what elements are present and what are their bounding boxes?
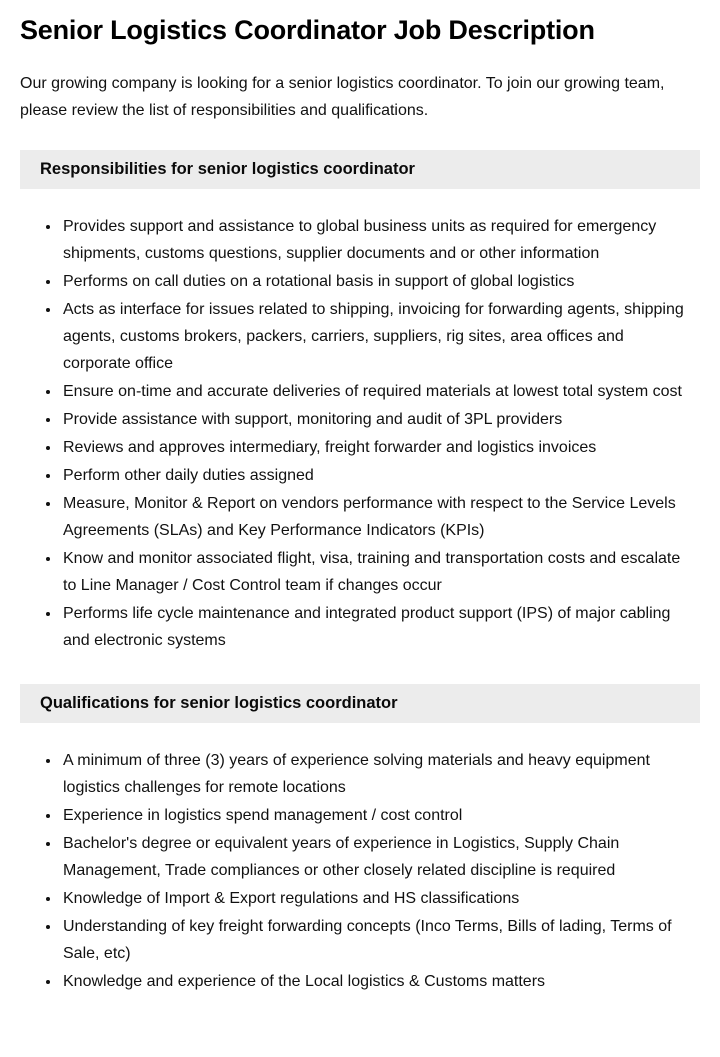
responsibilities-section-header: Responsibilities for senior logistics coordinator (20, 150, 700, 189)
list-item: • Ensure on-time and accurate deliveries of required materials at lowest total system cost (61, 378, 692, 405)
list-item: • Provides support and assistance to global business units as required for emergency shipments, customs questions, supplier documents and or other information (61, 213, 692, 267)
list-item: • Understanding of key freight forwarding concepts (Inco Terms, Bills of lading, Terms of Sale, etc) (61, 913, 692, 967)
list-item: • Knowledge and experience of the Local logistics & Customs matters (61, 968, 692, 995)
qualifications-list (20, 747, 692, 995)
responsibilities-list (20, 213, 692, 655)
list-item: • Experience in logistics spend management / cost control (61, 802, 692, 829)
intro-paragraph: Our growing company is looking for a senior logistics coordinator. To join our growing team, please review the list of responsibilities and qualifications. (20, 74, 665, 119)
list-item: • Measure, Monitor & Report on vendors performance with respect to the Service Levels Agreements (SLAs) and Key Performance Indicators (KPIs) (61, 490, 692, 544)
qualifications-section-header: Qualifications for senior logistics coordinator (20, 684, 700, 723)
page-title: Senior Logistics Coordinator Job Description (20, 15, 595, 45)
list-item: • Performs life cycle maintenance and integrated product support (IPS) of major cabling and electronic systems (61, 600, 692, 654)
list-item: • Perform other daily duties assigned (61, 462, 692, 489)
list-item: • Provide assistance with support, monitoring and audit of 3PL providers (61, 406, 692, 433)
list-item: • Reviews and approves intermediary, freight forwarder and logistics invoices (61, 434, 692, 461)
list-item: • Knowledge of Import & Export regulations and HS classifications (61, 885, 692, 912)
list-item: • Acts as interface for issues related to shipping, invoicing for forwarding agents, shipping agents, customs brokers, packers, carriers, suppliers, rig sites, area offices and corporate office (61, 296, 692, 377)
list-item: • Bachelor's degree or equivalent years of experience in Logistics, Supply Chain Management, Trade compliances or other closely related discipline is required (61, 830, 692, 884)
list-item: • Performs on call duties on a rotational basis in support of global logistics (61, 268, 692, 295)
list-item: • Know and monitor associated flight, visa, training and transportation costs and escalate to Line Manager / Cost Control team if changes occur (61, 545, 692, 599)
list-item: • A minimum of three (3) years of experience solving materials and heavy equipment logistics challenges for remote locations (61, 747, 692, 801)
